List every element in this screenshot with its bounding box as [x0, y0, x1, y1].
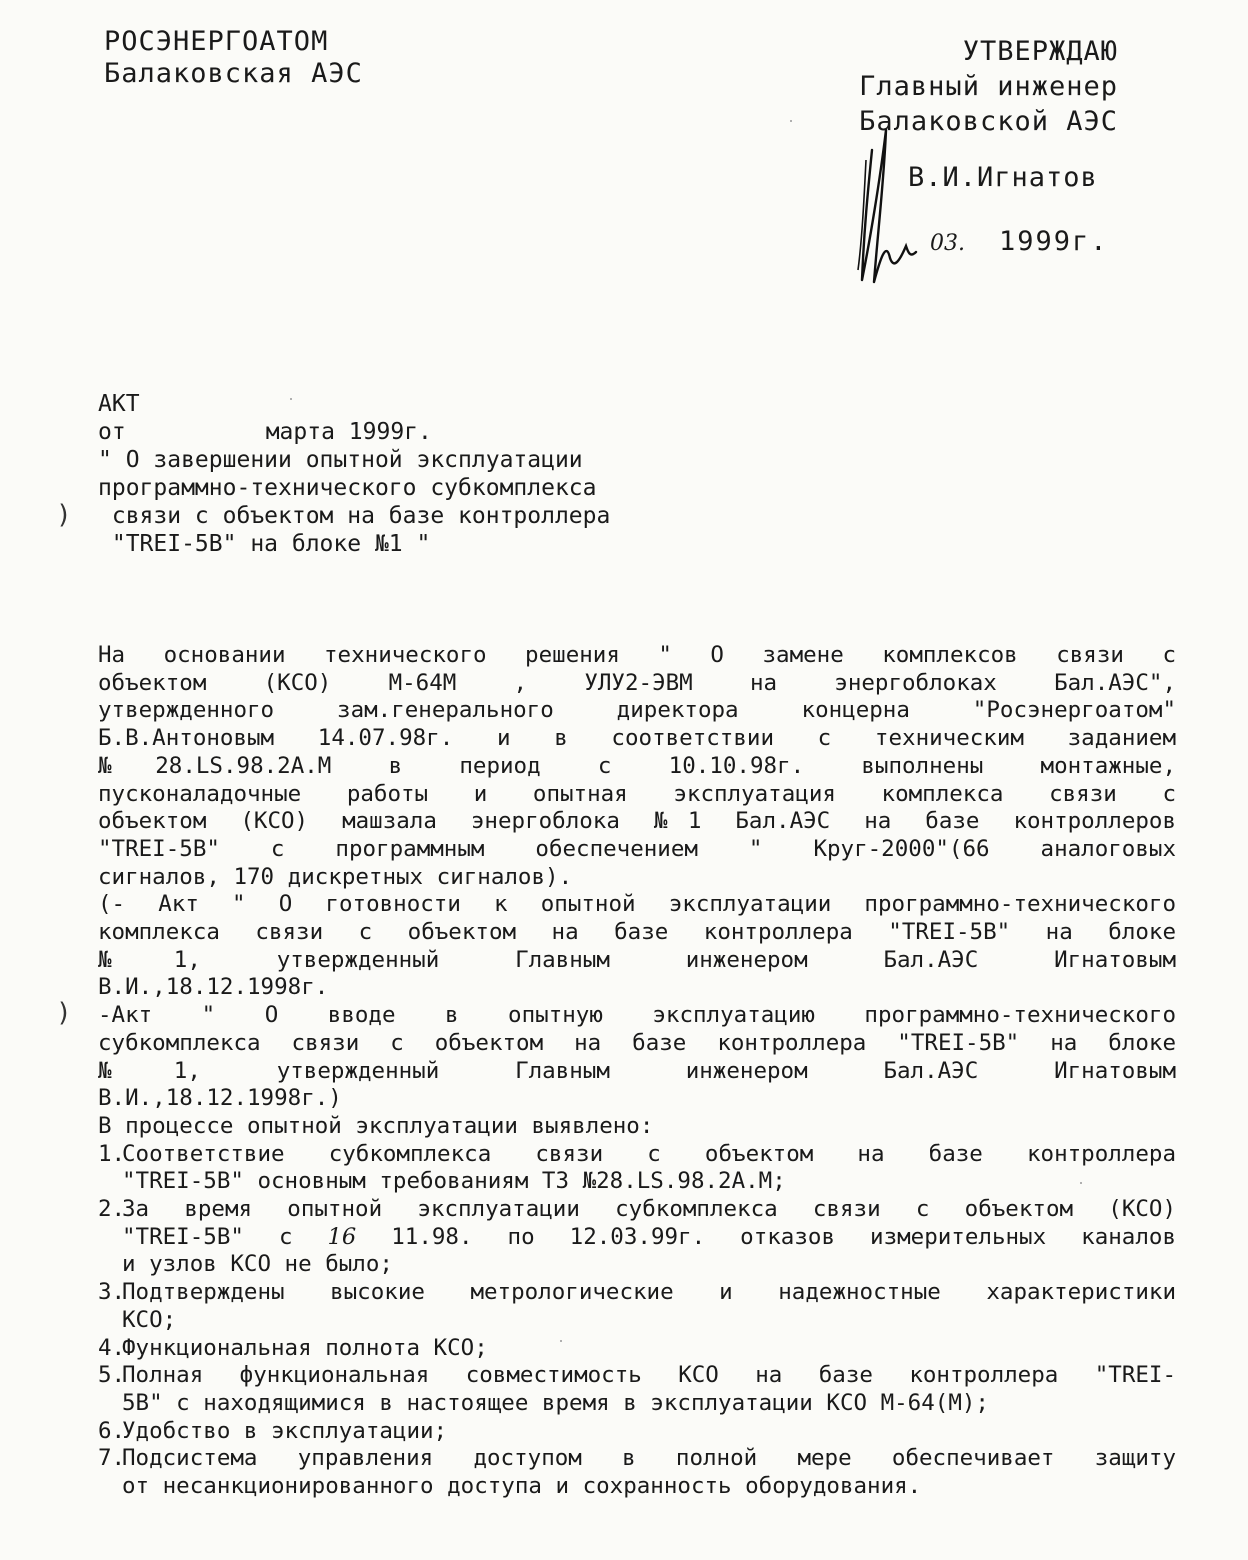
scan-speck [560, 1340, 562, 1342]
act-subject-line: " О завершении опытной эксплуатации [98, 447, 583, 473]
text-line: объектом (КСО) М-64М , УЛУ2-ЭВМ на энергоблоках Бал.АЭС", [98, 669, 1176, 696]
act-date [98, 418, 610, 446]
item-number: 1. [98, 1140, 126, 1167]
plant-name: Балаковская АЭС [104, 58, 363, 89]
text-line: Б.В.Антоновым 14.07.98г. и в соответствии с техническим заданием [98, 725, 1176, 752]
item-number: 7. [98, 1445, 126, 1472]
text-line: КСО; [122, 1306, 177, 1333]
approve-plant: Балаковской АЭС [859, 106, 1118, 137]
text-line: №1, утвержденный Главным инженером Бал.АЭС Игнатовым [98, 1057, 1176, 1084]
text-line: Подсистема управления доступом в полной мере обеспечивает защиту [122, 1445, 1176, 1472]
text-line: Подтверждены высокие метрологические и надежностные характеристики [122, 1279, 1176, 1306]
approver-name: В.И.Игнатов [908, 162, 1098, 193]
finding-item [98, 1335, 1176, 1363]
text-line: "TREI-5B" с программным обеспечением " Круг-2000"(66 аналоговых [98, 835, 1176, 862]
margin-mark: ) [56, 500, 72, 530]
finding-item [98, 1445, 1176, 1500]
text-line: "TREI-5B" основным требованиям ТЗ №28.LS.98.2A.M; [122, 1168, 786, 1195]
item-number: 3. [98, 1279, 126, 1306]
text-fragment: "TREI-5B" с [122, 1223, 328, 1250]
item-number: 6. [98, 1417, 126, 1444]
approve-role: Главный инженер [859, 71, 1118, 102]
text-fragment: 11.98. по 12.03.99г. отказов измерительных каналов [356, 1223, 1176, 1250]
act-date-rest: марта 1999г. [265, 419, 432, 445]
finding-item [98, 1141, 1176, 1196]
act-subject-line: "TREI-5B" на блоке №1 " [98, 531, 431, 557]
approve-title: УТВЕРЖДАЮ [962, 36, 1118, 67]
scan-speck [290, 398, 292, 400]
finding-item [98, 1196, 1176, 1279]
approval-day-handwritten: 03. [930, 231, 965, 256]
handwritten-day: 16 [327, 1223, 357, 1250]
text-line: Полная функциональная совместимость КСО на базе контроллера "TREI- [122, 1362, 1176, 1389]
scan-speck [790, 120, 792, 122]
text-line: от несанкционированного доступа и сохранность оборудования. [122, 1473, 922, 1500]
org-name: РОСЭНЕРГОАТОМ [104, 26, 329, 57]
text-line: сигналов, 170 дискретных сигналов). [98, 863, 573, 890]
text-line: В.И.,18.12.1998г.) [98, 1085, 342, 1112]
act-body [98, 642, 1176, 1501]
paragraph-readiness-act [98, 891, 1176, 1002]
text-line [122, 1224, 1176, 1252]
text-line: объектом (КСО) машзала энергоблока №1 Бал.АЭС на базе контроллеров [98, 808, 1176, 835]
act-subject-line: программно-технического субкомплекса [98, 475, 597, 501]
approval-date [930, 226, 1109, 257]
findings-intro: В процессе опытной эксплуатации выявлено: [98, 1112, 654, 1139]
paragraph-commissioning-act [98, 1002, 1176, 1113]
text-line: 5B" с находящимися в настоящее время в эксплуатации КСО М-64(М); [122, 1389, 989, 1416]
text-line: комплекса связи с объектом на базе контроллера "TREI-5B" на блоке [98, 919, 1176, 946]
margin-mark: ) [56, 998, 72, 1028]
text-line: На основании технического решения " О замене комплексов связи с [98, 642, 1176, 668]
paragraph-basis [98, 642, 1176, 891]
finding-item [98, 1418, 1176, 1446]
item-number: 5. [98, 1362, 126, 1389]
finding-item [98, 1362, 1176, 1417]
text-line: За время опытной эксплуатации субкомплекса связи с объектом (КСО) [122, 1196, 1176, 1223]
item-number: 4. [98, 1334, 126, 1361]
act-label: АКТ [98, 391, 140, 417]
act-date-prefix: от [98, 419, 126, 445]
text-line: В.И.,18.12.1998г. [98, 974, 329, 1001]
text-line: и узлов КСО не было; [122, 1251, 393, 1278]
approval-year: 1999г. [999, 226, 1109, 257]
text-line: утвержденного зам.генерального директора концерна "Росэнергоатом" [98, 697, 1176, 724]
scan-speck [1080, 1182, 1082, 1184]
text-line: пусконаладочные работы и опытная эксплуатация комплекса связи с [98, 780, 1176, 807]
text-line: субкомплекса связи с объектом на базе контроллера "TREI-5B" на блоке [98, 1029, 1176, 1056]
text-line: №1, утвержденный Главным инженером Бал.АЭС Игнатовым [98, 946, 1176, 973]
organization-block [104, 26, 363, 90]
text-line: №28.LS.98.2A.M в период с 10.10.98г. выполнены монтажные, [98, 752, 1176, 779]
finding-item [98, 1279, 1176, 1334]
text-line: (- Акт " О готовности к опытной эксплуатации программно-технического [98, 891, 1176, 918]
text-line: Функциональная полнота КСО; [122, 1334, 488, 1361]
text-line: Удобство в эксплуатации; [122, 1417, 448, 1444]
handwritten-signature [850, 120, 940, 290]
text-line: Соответствие субкомплекса связи с объектом на базе контроллера [122, 1140, 1176, 1167]
act-title-block [98, 390, 610, 558]
act-subject-line: связи с объектом на базе контроллера [98, 503, 611, 529]
text-line: -Акт " О вводе в опытную эксплуатацию программно-технического [98, 1002, 1176, 1029]
item-number: 2. [98, 1196, 126, 1223]
